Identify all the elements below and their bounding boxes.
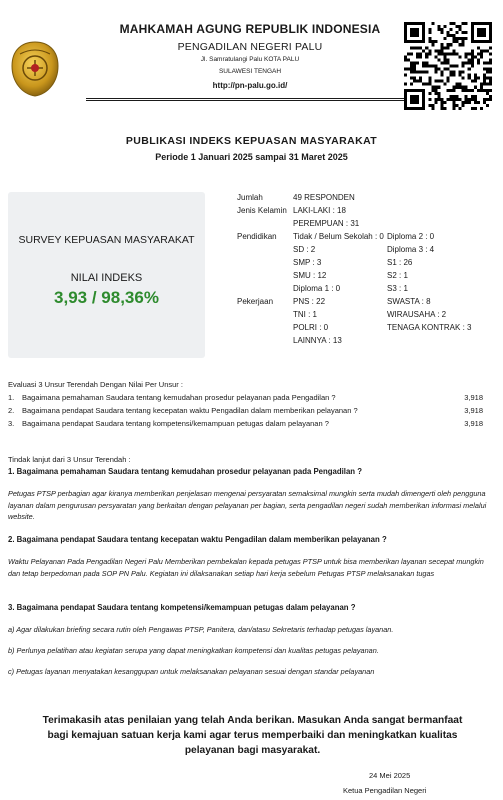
education-item: S1 : 26 <box>387 258 413 267</box>
education-item: Diploma 2 : 0 <box>387 232 435 241</box>
occupation-item: PNS : 22 <box>293 297 326 306</box>
court-name: PENGADILAN NEGERI PALU <box>177 41 323 53</box>
court-address: Jl. Samratulangi Palu KOTA PALU <box>200 56 300 63</box>
evaluation-value: 3,918 <box>464 419 483 428</box>
followup-question-1: 1. Bagaimana pemahaman Saudara tentang kemudahan prosedur pelayanan pada Pengadilan ? <box>8 467 362 476</box>
evaluation-row <box>8 393 483 402</box>
closing-message: Terimakasih atas penilaian yang telah Anda berikan. Masukan Anda sangat bermanfaat bagi kemajuan satuan kerja kami agar terus memperbaiki dan meningkatkan kualitas pelayanan bagi masyarakat. <box>42 715 463 756</box>
evaluation-question: Bagaimana pendapat Saudara tentang kecepatan waktu Pengadilan dalam memberikan pelayanan ? <box>22 406 358 415</box>
signature-date: 24 Mei 2025 <box>369 771 411 780</box>
education-item: Diploma 3 : 4 <box>387 245 435 254</box>
gender-male: LAKI-LAKI : 18 <box>293 206 346 215</box>
jumlah-label: Jumlah <box>237 193 263 202</box>
qr-code <box>404 22 492 110</box>
survey-title: SURVEY KEPUASAN MASYARAKAT <box>18 234 195 246</box>
occupation-item: TENAGA KONTRAK : 3 <box>387 323 472 332</box>
occupation-item: SWASTA : 8 <box>387 297 431 306</box>
education-item: SD : 2 <box>293 245 316 254</box>
evaluation-row <box>8 406 483 415</box>
header-divider <box>86 98 408 101</box>
evaluation-heading: Evaluasi 3 Unsur Terendah Dengan Nilai Per Unsur : <box>8 380 183 389</box>
followup-answer-1: Petugas PTSP perbagian agar kiranya memberikan penjelasan mengenai persyaratan semaksimal mungkin serta mudah dimengerti oleh pengguna layanan dalam pengurusan persyaratan yang berkaitan dengan pelayanan per bagian, serta pengadilan negeri sudah memberikan informasi melalui website. <box>8 489 487 521</box>
occupation-item: POLRI : 0 <box>293 323 329 332</box>
index-label: NILAI INDEKS <box>70 272 143 284</box>
evaluation-row <box>8 419 483 428</box>
occupation-item: WIRAUSAHA : 2 <box>387 310 447 319</box>
evaluation-value: 3,918 <box>464 406 483 415</box>
followup-answer-3a: a) Agar dilakukan briefing secara rutin oleh Pengawas PTSP, Panitera, dan/atasu Sekretaris terhadap petugas layanan. <box>8 625 394 634</box>
signature-title: Ketua Pengadilan Negeri <box>343 786 427 795</box>
followup-answer-2: Waktu Pelayanan Pada Pengadilan Negeri Palu Memberikan pembekalan kepada petugas PTSP untuk bisa memberikan layanan secepat mungkin dan tetap berpedoman pada SOP PN Palu. Kegiatan ini dilaksanakan setiap hari kerja sebelum Petugas PTSP melaksanakan tugas <box>8 557 484 578</box>
publication-period: Periode 1 Januari 2025 sampai 31 Maret 2025 <box>155 152 348 162</box>
education-item: S3 : 1 <box>387 284 408 293</box>
education-item: S2 : 1 <box>387 271 408 280</box>
followup-question-3: 3. Bagaimana pendapat Saudara tentang kompetensi/kemampuan petugas dalam pelayanan ? <box>8 603 356 612</box>
index-value: 3,93 / 98,36% <box>54 288 159 307</box>
institution-name: MAHKAMAH AGUNG REPUBLIK INDONESIA <box>119 22 381 36</box>
occupation-item: TNI : 1 <box>293 310 318 319</box>
court-website-link[interactable]: http://pn-palu.go.id/ <box>212 81 288 90</box>
followup-heading: Tindak lanjut dari 3 Unsur Terendah : <box>8 455 131 464</box>
evaluation-question: Bagaimana pendapat Saudara tentang kompetensi/kemampuan petugas dalam pelayanan ? <box>22 419 329 428</box>
evaluation-value: 3,918 <box>464 393 483 402</box>
evaluation-num: 1. <box>8 393 15 402</box>
followup-question-2: 2. Bagaimana pendapat Saudara tentang kecepatan waktu Pengadilan dalam memberikan pelayanan ? <box>8 535 387 544</box>
education-label: Pendidikan <box>237 232 277 241</box>
jumlah-value: 49 RESPONDEN <box>293 193 355 202</box>
publication-title: PUBLIKASI INDEKS KEPUASAN MASYARAKAT <box>125 135 378 147</box>
index-card <box>8 192 205 358</box>
followup-answer-3b: b) Perlunya pelatihan atau kegiatan serupa yang dapat meningkatkan kompetensi dan kualitas petugas pelayanan. <box>8 646 379 655</box>
evaluation-num: 2. <box>8 406 15 415</box>
occupation-item: LAINNYA : 13 <box>293 336 342 345</box>
gender-label: Jenis Kelamin <box>237 206 287 215</box>
gender-female: PEREMPUAN : 31 <box>293 219 360 228</box>
education-item: SMP : 3 <box>293 258 322 267</box>
education-item: SMU : 12 <box>293 271 327 280</box>
court-province: SULAWESI TENGAH <box>218 68 282 75</box>
court-emblem-logo <box>8 40 62 98</box>
evaluation-num: 3. <box>8 419 15 428</box>
occupation-label: Pekerjaan <box>237 297 274 306</box>
evaluation-question: Bagaimana pemahaman Saudara tentang kemudahan prosedur pelayanan pada Pengadilan ? <box>22 393 336 402</box>
followup-answer-3c: c) Petugas layanan menyatakan kesanggupan untuk melaksanakan pelayanan sesuai dengan standar pelayanan <box>8 667 375 676</box>
education-item: Diploma 1 : 0 <box>293 284 341 293</box>
education-item: Tidak / Belum Sekolah : 0 <box>293 232 384 241</box>
